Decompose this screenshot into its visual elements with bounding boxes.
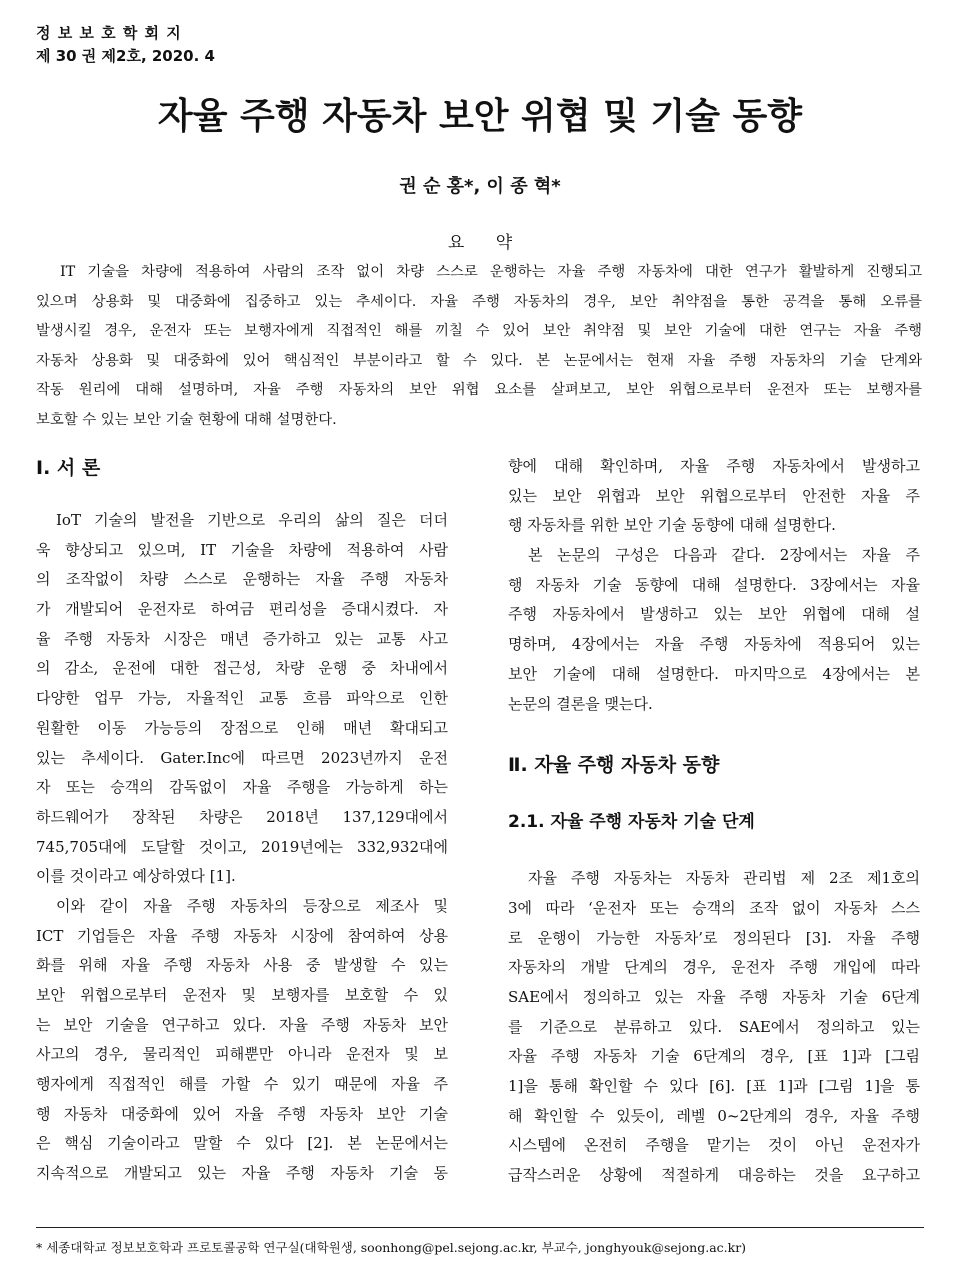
paper-authors: 권 순 홍*, 이 종 혁* (399, 176, 561, 197)
footnote-divider (36, 1227, 924, 1228)
text-line: IoT 기술의 발전을 기반으로 우리의 삶의 질은 더더 (56, 511, 448, 529)
section-1-paragraph-2 (36, 892, 448, 1189)
text-line: 745,705대에 도달할 것이고, 2019년에는 332,932대에 (36, 837, 448, 856)
text-line: 자율 주행 자동차는 자동차 관리법 제 2조 제1호의 (528, 869, 920, 888)
section-1-paragraph-2-continued (508, 452, 920, 541)
text-line: 사고의 경우, 물리적인 피해뿐만 아니라 운전자 및 보 (36, 1045, 448, 1064)
text-line: 있는 추세이다. Gater.Inc에 따르면 2023년까지 운전 (36, 748, 448, 767)
text-line: 의 조작없이 차량 스스로 운행하는 자율 주행 자동차 (36, 570, 448, 589)
text-line: IT 기술을 차량에 적용하여 사람의 조작 없이 차량 스스로 운행하는 자율 주행 자동차에 대한 연구가 활발하게 진행되고 (60, 264, 922, 280)
text-line: 해 확인할 수 있듯이, 레벨 0~2단계의 경우, 자율 주행 (508, 1106, 920, 1125)
section-1-paragraph-1 (36, 506, 448, 892)
text-line: 있으며 상용화 및 대중화에 집중하고 있는 추세이다. 자율 주행 자동차의 경우, 보안 취약점을 통한 공격을 통해 오류를 (36, 293, 922, 310)
text-line: 향에 대해 확인하며, 자율 주행 자동차에서 발생하고 (508, 457, 920, 475)
section-1-heading: Ⅰ. 서 론 (36, 457, 101, 479)
text-line: 3에 따라 ‘운전자 또는 승객의 조작 없이 자동차 스스 (508, 898, 920, 917)
text-line: 자동차의 개발 단계의 경우, 운전자 주행 개입에 따라 (508, 958, 920, 977)
text-line: 를 기준으로 분류하고 있다. SAE에서 정의하고 있는 (508, 1017, 920, 1036)
text-line: 행 자동차 대중화에 있어 자율 주행 자동차 보안 기술 (36, 1104, 448, 1123)
text-line: 행 자동차 기술 동향에 대해 설명한다. 3장에서는 자율 (508, 575, 920, 594)
text-line: 발생시킬 경우, 운전자 또는 보행자에게 직접적인 해를 끼칠 수 있어 보안 취약점 및 보안 기술에 대한 연구는 자율 주행 (36, 323, 922, 340)
text-line: 원활한 이동 가능등의 장점으로 인해 매년 확대되고 (36, 718, 448, 737)
journal-name: 정 보 보 호 학 회 지 (36, 24, 182, 42)
text-line: 보안 기술에 대해 설명한다. 마지막으로 4장에서는 본 (508, 664, 920, 683)
abstract-body (36, 258, 922, 436)
text-line: 작동 원리에 대해 설명하며, 자율 주행 자동차의 보안 위협 요소를 살펴보고, 보안 위협으로부터 운전자 또는 보행자를 (36, 382, 922, 399)
text-line: 자율 주행 자동차 기술 6단계의 경우, [표 1]과 [그림 (508, 1047, 920, 1066)
text-line: 급작스러운 상황에 적절하게 대응하는 것을 요구하고 (508, 1166, 920, 1185)
text-line: 욱 향상되고 있으며, IT 기술을 차량에 적용하여 사람 (36, 540, 448, 559)
journal-header (36, 22, 215, 68)
footnote: * 세종대학교 정보보호학과 프로토콜공학 연구실(대학원생, soonhong@pel.sejong.ac.kr, 부교수, jonghyouk@sejong.ac.kr) (36, 1240, 747, 1255)
journal-issue: 제 30 권 제2호, 2020. 4 (36, 47, 215, 65)
text-line: SAE에서 정의하고 있는 자율 주행 자동차 기술 6단계 (508, 987, 920, 1006)
text-line: 이와 같이 자율 주행 자동차의 등장으로 제조사 및 (56, 896, 448, 915)
text-line: 행자에게 직접적인 해를 가할 수 있기 때문에 자율 주 (36, 1075, 448, 1094)
section-1-paragraph-3 (508, 541, 920, 719)
text-line: 명하며, 4장에서는 자율 주행 자동차에 적용되어 있는 (508, 635, 920, 654)
paper-title: 자율 주행 자동차 보안 위협 및 기술 동향 (157, 96, 803, 137)
text-line: 시스템에 온전히 주행을 맡기는 것이 아닌 운전자가 (508, 1136, 920, 1155)
left-column (36, 452, 448, 1189)
text-line: 의 감소, 운전에 대한 접근성, 차량 운행 중 차내에서 (36, 659, 448, 678)
text-line: 가 개발되어 운전자로 하여금 편리성을 증대시켰다. 자 (36, 600, 448, 619)
text-line: 있는 보안 위협과 보안 위협으로부터 안전한 자율 주 (508, 486, 920, 505)
text-line: 자 또는 승객의 감독없이 자율 주행을 가능하게 하는 (36, 778, 448, 797)
text-line: 율 주행 자동차 시장은 매년 증가하고 있는 교통 사고 (36, 629, 448, 648)
text-line: 1]을 통해 확인할 수 있다 [6]. [표 1]과 [그림 1]을 통 (508, 1077, 920, 1095)
text-line: 다양한 업무 가능, 자율적인 교통 흐름 파악으로 인한 (36, 689, 448, 708)
text-line: 논문의 결론을 맺는다. (508, 694, 653, 713)
text-line: 하드웨어가 장착된 차량은 2018년 137,129대에서 (36, 807, 448, 826)
text-line: 주행 자동차에서 발생하고 있는 보안 위협에 대해 설 (508, 605, 920, 624)
section-2-heading: Ⅱ. 자율 주행 자동차 동향 (508, 754, 720, 777)
text-line: 자동차 상용화 및 대중화에 있어 핵심적인 부분이라고 할 수 있다. 본 논문에서는 현재 자율 주행 자동차의 기술 단계와 (36, 352, 922, 369)
text-line: 은 핵심 기술이라고 말할 수 있다 [2]. 본 논문에서는 (36, 1134, 448, 1153)
text-line: 화를 위해 자율 주행 자동차 사용 중 발생할 수 있는 (36, 956, 448, 975)
text-line: 이를 것이라고 예상하였다 [1]. (36, 867, 236, 886)
subsection-2-1-heading: 2.1. 자율 주행 자동차 기술 단계 (508, 812, 755, 833)
subsection-2-1-paragraph (508, 864, 920, 1191)
right-column (508, 452, 920, 1191)
text-line: ICT 기업들은 자율 주행 자동차 시장에 참여하여 상용 (36, 926, 448, 945)
text-line: 행 자동차를 위한 보안 기술 동향에 대해 설명한다. (508, 516, 836, 535)
text-line: 보안 위협으로부터 운전자 및 보행자를 보호할 수 있 (36, 986, 448, 1004)
text-line: 본 논문의 구성은 다음과 같다. 2장에서는 자율 주 (528, 546, 920, 565)
text-line: 지속적으로 개발되고 있는 자율 주행 자동차 기술 동 (36, 1164, 448, 1183)
text-line: 로 운행이 가능한 자동차’로 정의된다 [3]. 자율 주행 (508, 928, 920, 947)
abstract-heading: 요 약 (447, 233, 513, 253)
text-line: 보호할 수 있는 보안 기술 현황에 대해 설명한다. (36, 411, 337, 428)
text-line: 는 보안 기술을 연구하고 있다. 자율 주행 자동차 보안 (36, 1015, 448, 1034)
